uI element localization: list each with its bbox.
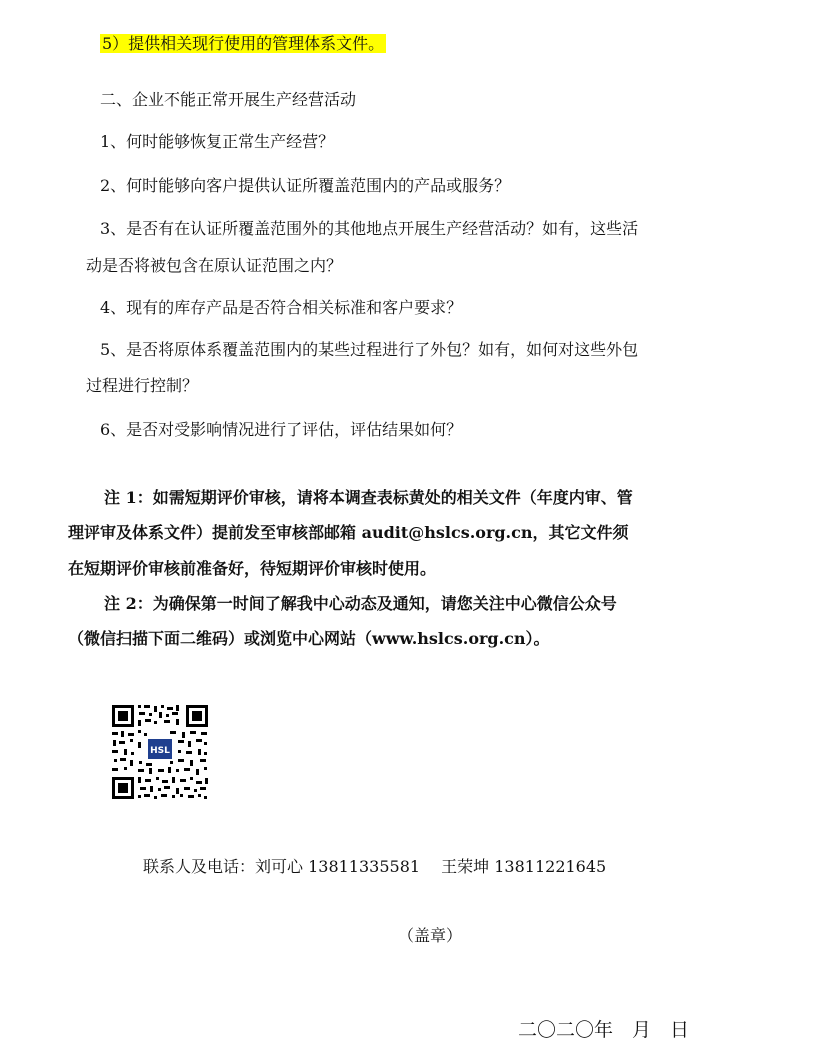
note1-line3: 在短期评价审核前准备好，待短期评价审核时使用。 bbox=[68, 559, 437, 578]
question-5-line1: 5、是否将原体系覆盖范围内的某些过程进行了外包？如有，如何对这些外包 bbox=[100, 340, 639, 359]
question-3-line2: 动是否将被包含在原认证范围之内？ bbox=[86, 256, 343, 275]
section2-heading: 二、企业不能正常开展生产经营活动 bbox=[100, 90, 357, 109]
question-1: 1、何时能够恢复正常生产经营？ bbox=[100, 132, 335, 151]
question-5-line2: 过程进行控制？ bbox=[86, 376, 199, 395]
contact-info: 联系人及电话：刘可心 13811335581 王荣坤 13811221645 bbox=[143, 857, 607, 876]
qr-code-icon bbox=[104, 697, 216, 807]
note1-line2: 理评审及体系文件）提前发至审核部邮箱 audit@hslcs.org.cn，其它文件须 bbox=[68, 523, 629, 542]
note2-line2: （微信扫描下面二维码）或浏览中心网站（www.hslcs.org.cn）。 bbox=[68, 629, 550, 648]
qr-logo-text: HSL bbox=[150, 746, 170, 756]
signature-date: 二〇二〇年 月 日 bbox=[518, 1019, 690, 1041]
question-2: 2、何时能够向客户提供认证所覆盖范围内的产品或服务？ bbox=[100, 176, 511, 195]
seal-placeholder: （盖章） bbox=[398, 926, 463, 945]
note2-line1: 注 2：为确保第一时间了解我中心动态及通知，请您关注中心微信公众号 bbox=[104, 594, 617, 613]
question-3-line1: 3、是否有在认证所覆盖范围外的其他地点开展生产经营活动？如有，这些活 bbox=[100, 219, 639, 238]
item5-line bbox=[100, 32, 386, 56]
question-4: 4、现有的库存产品是否符合相关标准和客户要求？ bbox=[100, 298, 463, 317]
highlighted-requirement: 5）提供相关现行使用的管理体系文件。 bbox=[102, 34, 385, 53]
note1-line1: 注 1：如需短期评价审核，请将本调查表标黄处的相关文件（年度内审、管 bbox=[104, 488, 633, 507]
question-6: 6、是否对受影响情况进行了评估，评估结果如何？ bbox=[100, 420, 463, 439]
